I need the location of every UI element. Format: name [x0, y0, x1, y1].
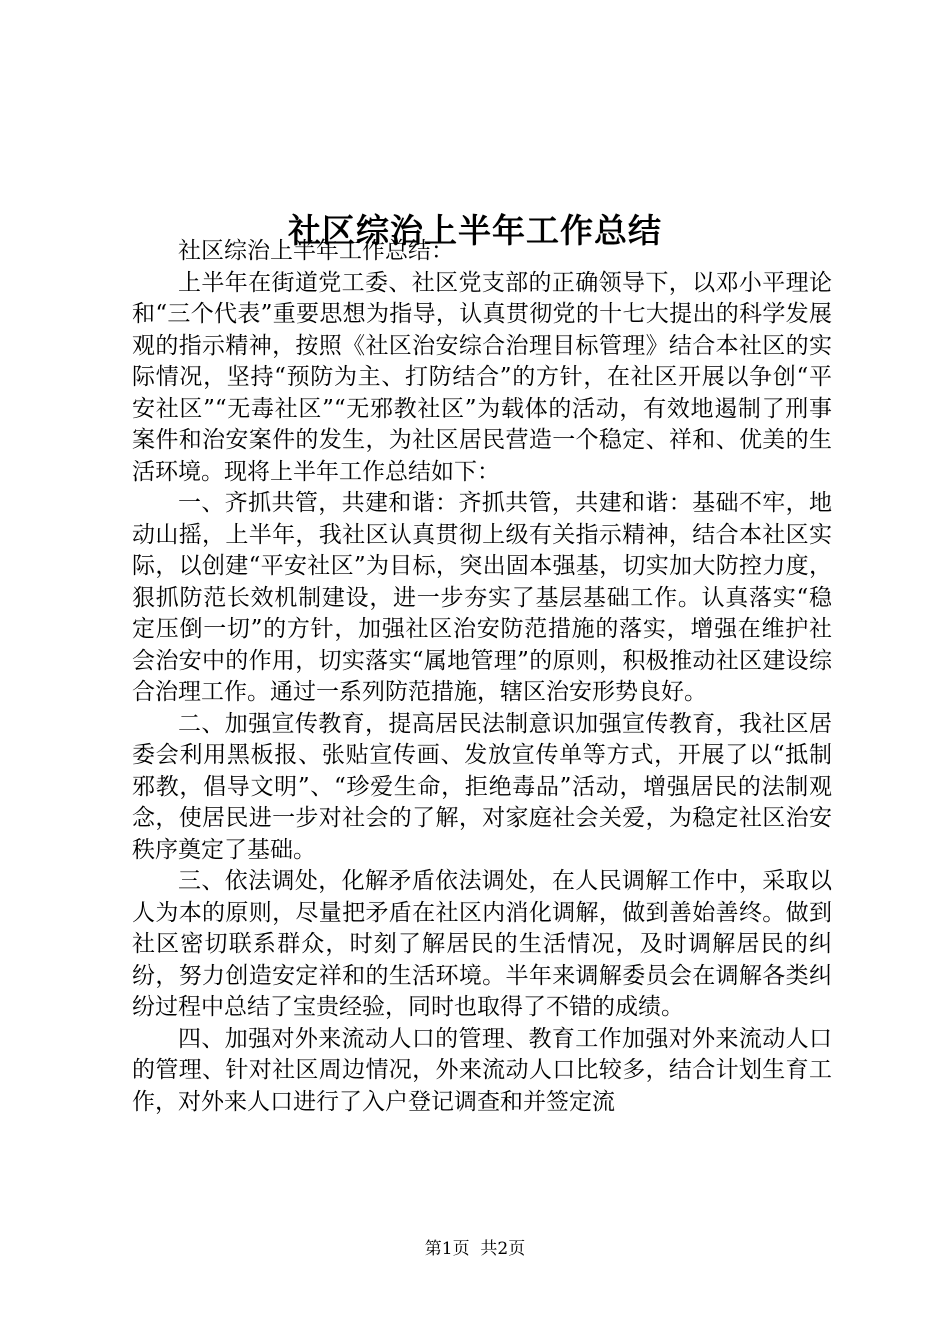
paragraph-overview: 上半年在街道党工委、社区党支部的正确领导下，以邓小平理论和“三个代表”重要思想为指导，认真贯彻党的十七大提出的科学发展观的指示精神，按照《社区治安综合治理目标管理》结合本社区的实际情况，坚持“预防为主、打防结合”的方针，在社区开展以争创“平安社区”“无毒社区”“无邪教社区”为载体的活动，有效地遏制了刑事案件和治安案件的发生，为社区居民营造一个稳定、祥和、优美的生活环境。现将上半年工作总结如下：: [132, 269, 832, 485]
paragraph-intro: 社区综治上半年工作总结：: [178, 238, 454, 264]
paragraph-section-4: 四、加强对外来流动人口的管理、教育工作加强对外来流动人口的管理、针对社区周边情况，外来流动人口比较多，结合计划生育工作，对外来人口进行了入户登记调查和并签定流: [132, 1025, 832, 1115]
document-body: [132, 236, 832, 1118]
page-number-footer: 第1页 共2页: [424, 1239, 526, 1259]
paragraph-section-1: 一、齐抓共管，共建和谐：齐抓共管，共建和谐：基础不牢，地动山摇，上半年，我社区认真贯彻上级有关指示精神，结合本社区实际，以创建“平安社区”为目标，突出固本强基，切实加大防控力度，狠抓防范长效机制建设，进一步夯实了基层基础工作。认真落实“稳定压倒一切”的方针，加强社区治安防范措施的落实，增强在维护社会治安中的作用，切实落实“属地管理”的原则，积极推动社区建设综合治理工作。通过一系列防范措施，辖区治安形势良好。: [132, 490, 832, 705]
paragraph-section-2: 二、加强宣传教育，提高居民法制意识加强宣传教育，我社区居委会利用黑板报、张贴宣传画、发放宣传单等方式，开展了以“抵制邪教，倡导文明”、“珍爱生命，拒绝毒品”活动，增强居民的法制观念，使居民进一步对社会的了解，对家庭社会关爱，为稳定社区治安秩序奠定了基础。: [132, 710, 832, 863]
document-title: 社区综治上半年工作总结: [288, 211, 662, 251]
paragraph-section-3: 三、依法调处，化解矛盾依法调处，在人民调解工作中，采取以人为本的原则，尽量把矛盾在社区内消化调解，做到善始善终。做到社区密切联系群众，时刻了解居民的生活情况，及时调解居民的纠纷，努力创造安定祥和的生活环境。半年来调解委员会在调解各类纠纷过程中总结了宝贵经验，同时也取得了不错的成绩。: [132, 868, 832, 1020]
